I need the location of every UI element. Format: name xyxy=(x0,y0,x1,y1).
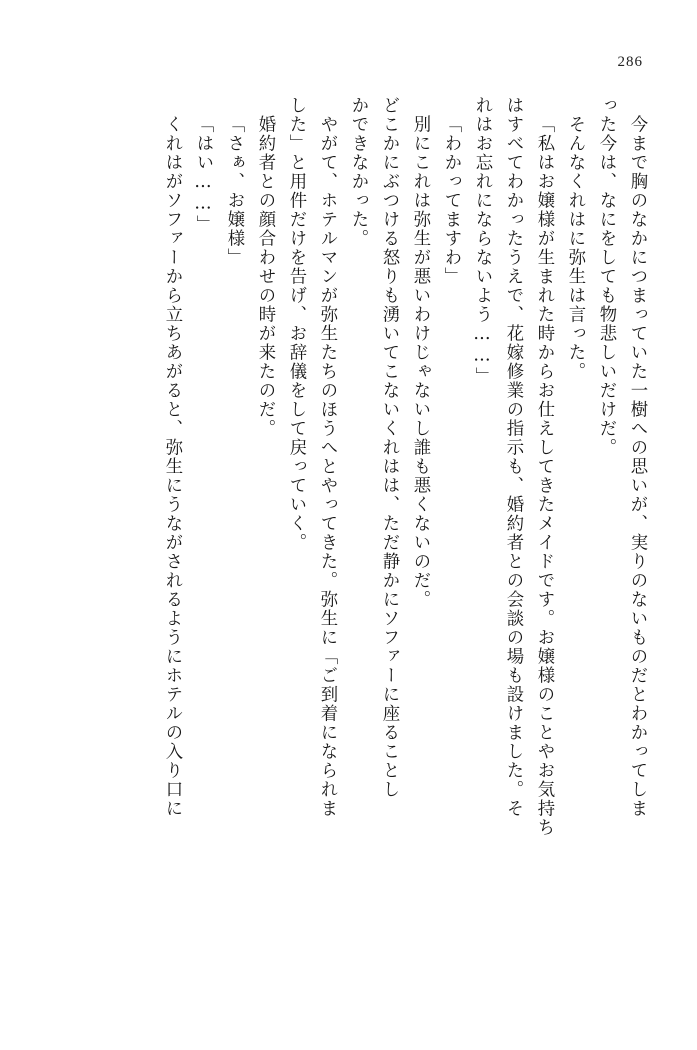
text-column: 「私はお嬢様が生まれた時からお仕えしてきたメイドです。お嬢様のことやお気持ち xyxy=(534,115,554,837)
text-column: くれはがソファーから立ちあがると、弥生にうながされるようにホテルの入り口に xyxy=(162,115,182,818)
text-column: 「わかってますわ」 xyxy=(441,115,461,286)
text-column: 「さぁ、お嬢様」 xyxy=(224,115,244,267)
text-column: 別にこれは弥生が悪いわけじゃないし誰も悪くないのだ。 xyxy=(410,115,430,609)
text-column: 今まで胸のなかにつまっていた一樹への思いが、実りのないものだとわかってしま xyxy=(627,115,647,818)
text-column: そんなくれはに弥生は言った。 xyxy=(565,115,585,381)
page-number: 286 xyxy=(617,54,643,70)
text-column: れはお忘れにならないよう……」 xyxy=(472,96,492,387)
text-column: 婚約者との顔合わせの時が来たのだ。 xyxy=(255,115,275,438)
text-column: った今は、なにをしても物悲しいだけだ。 xyxy=(596,96,616,457)
text-column: はすべてわかったうえで、花嫁修業の指示も、婚約者との会談の場も設けました。そ xyxy=(503,96,523,818)
text-column: した」と用件だけを告げ、お辞儀をして戻っていく。 xyxy=(286,96,306,552)
text-column: かできなかった。 xyxy=(348,96,368,248)
text-column: やがて、ホテルマンが弥生たちのほうへとやってきた。弥生に「ご到着になられま xyxy=(317,115,337,818)
text-column: どこかにぶつける怒りも湧いてこないくれはは、ただ静かにソファーに座ることし xyxy=(379,96,399,799)
vertical-text-body xyxy=(52,96,645,1010)
text-column: 「はい……」 xyxy=(193,115,213,235)
